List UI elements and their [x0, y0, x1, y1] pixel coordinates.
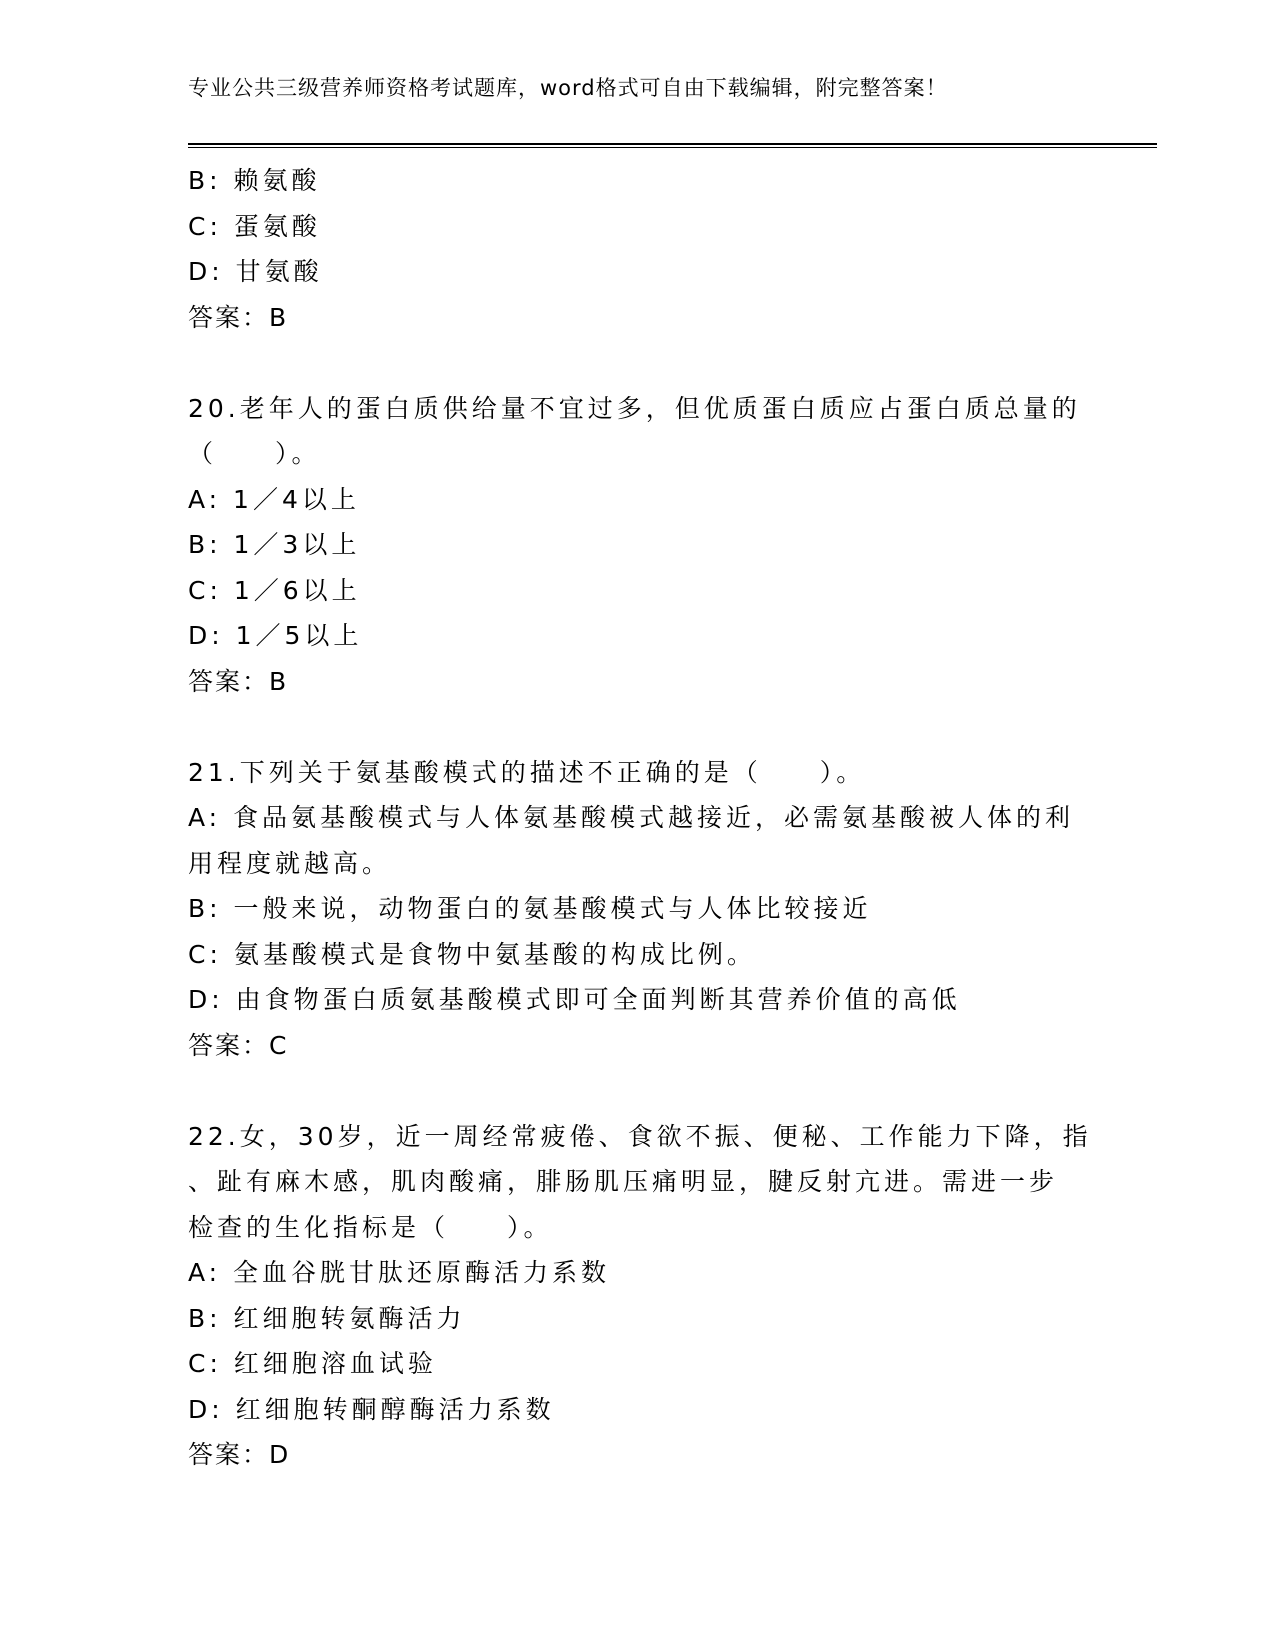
option-b: B: 1／3以上	[188, 530, 361, 559]
option-b: B: 红细胞转氨酶活力	[188, 1303, 466, 1333]
answer: 答案：D	[188, 1440, 291, 1469]
spacer	[188, 1068, 1088, 1114]
question-text: （ ）。	[188, 439, 321, 468]
question-text: 检查的生化指标是（ ）。	[188, 1212, 553, 1242]
header-rule	[188, 143, 1157, 148]
question-text: 、趾有麻木感，肌肉酸痛，腓肠肌压痛明显，腱反射亢进。需进一步	[188, 1167, 1059, 1196]
question-content	[188, 158, 1092, 1478]
option-b: B: 一般来说，动物蛋白的氨基酸模式与人体比较接近	[188, 894, 872, 923]
question-text: 22.女，30岁，近一周经常疲倦、食欲不振、便秘、工作能力下降，指	[188, 1121, 1092, 1151]
option-d: D: 1／5以上	[188, 621, 363, 650]
option-c: C: 红细胞溶血试验	[188, 1349, 437, 1378]
option-a-continued: 用程度就越高。	[188, 848, 392, 878]
option-c: C: 蛋氨酸	[188, 211, 321, 241]
answer: 答案：B	[188, 302, 289, 332]
option-a: A: 1／4以上	[188, 484, 360, 514]
page-header: 专业公共三级营养师资格考试题库，word格式可自由下载编辑，附完整答案！	[188, 76, 948, 100]
spacer	[188, 340, 1088, 386]
question-block-22	[188, 1114, 1092, 1478]
option-d: D: 红细胞转酮醇酶活力系数	[188, 1394, 555, 1424]
option-d: D: 由食物蛋白质氨基酸模式即可全面判断其营养价值的高低	[188, 985, 961, 1014]
question-text: 21.下列关于氨基酸模式的描述不正确的是（ ）。	[188, 757, 866, 787]
option-d: D: 甘氨酸	[188, 257, 323, 286]
option-a: A: 食品氨基酸模式与人体氨基酸模式越接近，必需氨基酸被人体的利	[188, 803, 1075, 832]
answer: 答案：B	[188, 666, 289, 696]
option-a: A: 全血谷胱甘肽还原酶活力系数	[188, 1258, 611, 1287]
question-block-19	[188, 158, 1088, 340]
question-text: 20.老年人的蛋白质供给量不宜过多，但优质蛋白质应占蛋白质总量的	[188, 393, 1081, 423]
option-c: C: 氨基酸模式是食物中氨基酸的构成比例。	[188, 939, 756, 969]
option-b: B: 赖氨酸	[188, 166, 321, 195]
question-block-21	[188, 750, 1088, 1069]
question-block-20	[188, 386, 1088, 705]
spacer	[188, 704, 1088, 750]
option-c: C: 1／6以上	[188, 575, 361, 605]
answer: 答案：C	[188, 1030, 289, 1060]
